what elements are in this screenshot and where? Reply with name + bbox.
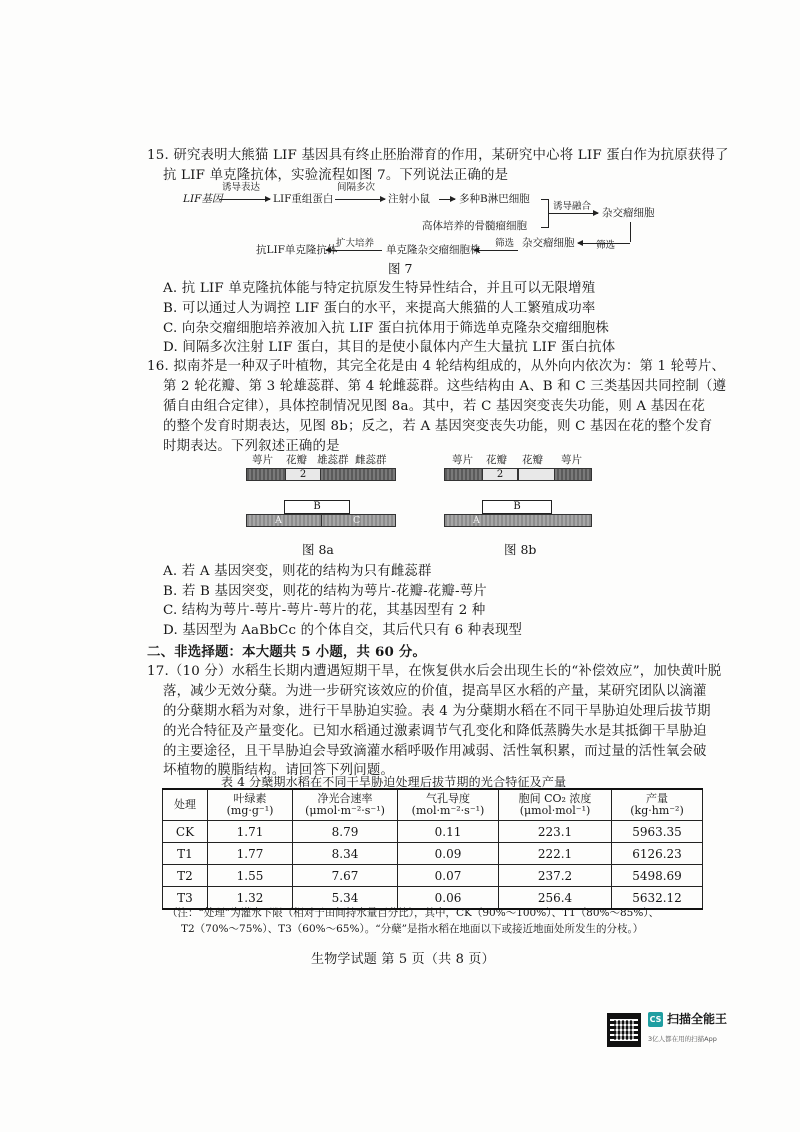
q17-stem-line5: 的主要途径，且干旱胁迫会导致滴灌水稻呼吸作用减弱、活性氧积累，而过量的活性氧会破: [163, 744, 707, 759]
whorl1-label: 萼片: [252, 454, 273, 466]
cell: CK: [163, 821, 208, 843]
cell: 0.06: [398, 887, 499, 910]
q16-option-b: B. 若 B 基因突变，则花的结构为萼片-花瓣-花瓣-萼片: [163, 584, 487, 599]
q16-option-d: D. 基因型为 AaBbCc 的个体自交，其后代只有 6 种表现型: [163, 623, 523, 638]
q16-stem-line2: 第 2 轮花瓣、第 3 轮雄蕊群、第 4 轮雌蕊群。这些结构由 A、B 和 C 三类基因共同控制（遵: [163, 379, 727, 394]
whorl1-label: 萼片: [452, 454, 473, 466]
qr-code-icon: [607, 1013, 641, 1047]
flow-lif-protein: LIF重组蛋白: [273, 193, 334, 205]
cell: 222.1: [499, 843, 612, 865]
table-4-title: 表 4 分蘖期水稻在不同干旱胁迫处理后拔节期的光合特征及产量: [221, 775, 567, 789]
q16-option-c: C. 结构为萼片-萼片-萼片-萼片的花，其基因型有 2 种: [163, 603, 486, 618]
q16-stem-line3: 循自由组合定律），具体控制情况见图 8a。其中，若 C 基因突变丧失功能，则 A 基因在花: [163, 399, 706, 414]
flow-inject-mouse: 注射小鼠: [388, 193, 430, 205]
cell: 6126.23: [612, 843, 703, 865]
q15-stem-line1: 15. 研究表明大熊猫 LIF 基因具有终止胚胎滞育的作用，某研究中心将 LIF 蛋白作为抗原获得了: [147, 148, 729, 163]
flow-arrow: [439, 199, 455, 200]
flow-arrow: [548, 213, 598, 214]
cell: 0.09: [398, 843, 499, 865]
cell: 8.34: [293, 843, 398, 865]
table-row: [163, 843, 703, 865]
q17-stem-line3: 的分蘖期水稻为对象，进行干旱胁迫实验。表 4 为分蘖期水稻在不同干旱胁迫处理后拔节期: [163, 704, 711, 719]
whorl-bar: [444, 468, 592, 481]
flow-arrow: [578, 243, 630, 244]
flow-lif-gene: LIF基因: [183, 193, 223, 205]
q15-option-a: A. 抗 LIF 单克隆抗体能与特定抗原发生特异性结合，并且可以无限增殖: [163, 281, 596, 296]
gene-b-region: B: [284, 500, 350, 514]
figure-7-caption: 图 7: [388, 261, 413, 276]
q16-stem-line4: 的整个发育时期表达，见图 8b；反之，若 A 基因突变丧失功能，则 C 基因在花的整个发育: [163, 419, 713, 434]
q15-stem-line2: 抗 LIF 单克隆抗体，实验流程如图 7。下列说法正确的是: [163, 168, 509, 183]
header-intercellular-co2: 胞间 CO₂ 浓度 (μmol·mol⁻¹): [499, 789, 612, 821]
flow-label-screen1: 筛选: [495, 238, 515, 249]
flow-label-fuse: 诱导融合: [553, 201, 592, 212]
cell: 0.07: [398, 865, 499, 887]
gene-a-bar: [444, 514, 592, 527]
flow-hybridoma-2: 杂交瘤细胞: [522, 237, 575, 249]
camscanner-tagline: 3亿人都在用的扫描App: [648, 1035, 717, 1043]
whorl2-label: 花瓣: [286, 454, 307, 466]
cell: 1.71: [208, 821, 293, 843]
cell: T2: [163, 865, 208, 887]
q16-stem-line1: 16. 拟南芥是一种双子叶植物，其完全花是由 4 轮结构组成的，从外向内依次为：第 1 轮萼片、: [147, 359, 726, 374]
cell: 1.55: [208, 865, 293, 887]
cell: 5498.69: [612, 865, 703, 887]
q17-stem-line2: 落，减少无效分蘖。为进一步研究该效应的价值，提高旱区水稻的产量，某研究团队以滴灌: [163, 684, 707, 699]
flow-label-screen2: 筛选: [596, 240, 616, 251]
camscanner-logo: CS: [648, 1012, 663, 1027]
figure-8b-caption: 图 8b: [504, 542, 537, 557]
camscanner-name: 扫描全能王: [667, 1012, 728, 1026]
cell: 5.34: [293, 887, 398, 910]
table-row: [163, 821, 703, 843]
cell: 256.4: [499, 887, 612, 910]
whorl3-label: 雄蕊群: [317, 454, 349, 466]
cell: 237.2: [499, 865, 612, 887]
flow-label-induce: 诱导表达: [222, 182, 261, 193]
table-4: [162, 788, 703, 910]
table-row: [163, 865, 703, 887]
cell: 5632.12: [612, 887, 703, 910]
whorl2-segment: 2: [285, 469, 321, 480]
header-chlorophyll: 叶绿素 (mg·g⁻¹): [208, 789, 293, 821]
cell: 223.1: [499, 821, 612, 843]
whorl3-segment: [518, 469, 555, 480]
cell: 1.77: [208, 843, 293, 865]
q15-option-b: B. 可以通过人为调控 LIF 蛋白的水平，来提高大熊猫的人工繁殖成功率: [163, 301, 596, 316]
page-footer: 生物学试题 第 5 页（共 8 页）: [311, 952, 495, 967]
q15-option-d: D. 间隔多次注射 LIF 蛋白，其目的是使小鼠体内产生大量抗 LIF 蛋白抗体: [163, 340, 616, 355]
table-note-line1: （注：“处理”为灌水下限（相对于田间持水量百分比），其中，CK（90%～100%）、T1（80%～85%）、: [167, 907, 660, 919]
flow-b-cells: 多种B淋巴细胞: [459, 193, 530, 205]
cell: 0.11: [398, 821, 499, 843]
whorl4-label: 雌蕊群: [355, 454, 387, 466]
whorl2-label: 花瓣: [486, 454, 507, 466]
cell: 7.67: [293, 865, 398, 887]
whorl-bar: [246, 468, 396, 481]
flow-hybridoma: 杂交瘤细胞: [602, 207, 655, 219]
figure-8a-caption: 图 8a: [302, 542, 334, 557]
flow-line: [630, 222, 631, 242]
header-stomatal-conductance: 气孔导度 (mol·m⁻²·s⁻¹): [398, 789, 499, 821]
gene-c-label: C: [353, 515, 361, 526]
table-note-line2: T2（70%～75%）、T3（60%～65%）。“分蘖”是指水稻在地面以下或接近地面处所发生的分枝。）: [181, 923, 644, 935]
header-treatment: 处理: [163, 789, 208, 821]
table-header-row: [163, 789, 703, 821]
cell: T3: [163, 887, 208, 910]
flow-label-expand: 扩大培养: [336, 238, 375, 249]
flow-monoclonal-line: 单克隆杂交瘤细胞株: [386, 244, 481, 256]
gene-a-label: A: [275, 515, 282, 526]
q17-stem-line4: 的光合特征及产量变化。已知水稻通过激素调节气孔变化和降低蒸腾失水是其抵御干旱胁迫: [163, 724, 707, 739]
cell: 5963.35: [612, 821, 703, 843]
gene-b-region: B: [482, 500, 552, 514]
q17-stem-line1: 17.（10 分）水稻生长期内遭遇短期干旱，在恢复供水后会出现生长的“补偿效应”，加快黄叶脱: [147, 664, 722, 679]
flow-antibody: 抗LIF单克隆抗体: [256, 244, 338, 256]
section-2-heading: 二、非选择题：本大题共 5 小题，共 60 分。: [147, 644, 427, 660]
cell: 1.32: [208, 887, 293, 910]
whorl2-segment: 2: [482, 469, 518, 480]
flow-label-interval: 间隔多次: [337, 182, 376, 193]
gene-a-label: A: [473, 515, 480, 526]
flow-myeloma: 高体培养的骨髓瘤细胞: [422, 220, 527, 232]
flow-arrow: [220, 199, 270, 200]
q17-stem-line6: 坏植物的膜脂结构。请回答下列问题。: [163, 763, 395, 778]
gene-ac-bar: [246, 514, 396, 527]
q15-option-c: C. 向杂交瘤细胞培养液加入抗 LIF 蛋白抗体用于筛选单克隆杂交瘤细胞株: [163, 321, 609, 336]
cell: T1: [163, 843, 208, 865]
cell: 8.79: [293, 821, 398, 843]
whorl3-label: 花瓣: [522, 454, 543, 466]
header-net-photosynthesis: 净光合速率 (μmol·m⁻²·s⁻¹): [293, 789, 398, 821]
flow-arrow: [335, 199, 385, 200]
whorl4-label: 萼片: [561, 454, 582, 466]
gene-ac-divider: [321, 514, 322, 527]
q16-option-a: A. 若 A 基因突变，则花的结构为只有雌蕊群: [163, 564, 432, 579]
q16-stem-line5: 时期表达。下列叙述正确的是: [163, 439, 340, 454]
header-yield: 产量 (kg·hm⁻²): [612, 789, 703, 821]
